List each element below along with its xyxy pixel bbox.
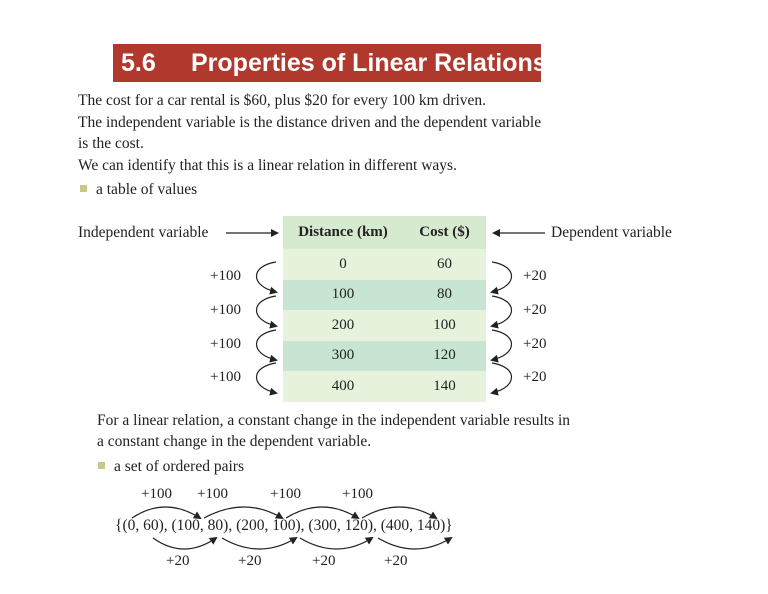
cell-distance: 0 — [339, 255, 347, 272]
pair-bottom-change: +20 — [166, 553, 190, 569]
explanation-line-1: For a linear relation, a constant change in the independent variable results in — [97, 412, 571, 429]
cell-cost: 80 — [437, 286, 452, 303]
right-change-label: +20 — [523, 268, 547, 284]
cell-cost: 120 — [433, 347, 456, 364]
cell-distance: 300 — [331, 347, 355, 364]
right-brace-arrows — [492, 262, 512, 393]
cell-distance: 400 — [331, 377, 355, 394]
pair-bottom-change: +20 — [312, 553, 336, 569]
cell-distance: 200 — [331, 316, 355, 333]
cell-cost: 140 — [433, 377, 456, 394]
left-change-label: +100 — [210, 336, 241, 352]
intro-line-1: The cost for a car rental is $60, plus $20 for every 100 km driven. — [78, 92, 487, 109]
right-change-label: +20 — [523, 302, 547, 318]
pair-bottom-arrows — [153, 538, 451, 549]
dependent-variable-label: Dependent variable — [551, 224, 672, 241]
intro-line-2: The independent variable is the distance driven and the dependent variable — [78, 114, 542, 131]
pair-top-change: +100 — [342, 486, 373, 502]
section-number: 5.6 — [121, 49, 156, 77]
left-change-label: +100 — [210, 268, 241, 284]
bullet-label: a set of ordered pairs — [114, 458, 244, 475]
cell-cost: 60 — [437, 255, 452, 272]
pair-top-change: +100 — [141, 486, 172, 502]
left-change-label: +100 — [210, 302, 241, 318]
header-distance: Distance (km) — [298, 224, 388, 240]
cell-distance: 100 — [331, 286, 355, 303]
intro-line-4: We can identify that this is a linear relation in different ways. — [78, 157, 457, 174]
right-change-label: +20 — [523, 369, 547, 385]
left-brace-arrows — [257, 262, 277, 393]
cell-cost: 100 — [433, 316, 456, 333]
ordered-pairs: {(0, 60), (100, 80), (200, 100), (300, 120), (400, 140)} — [115, 517, 453, 534]
pair-bottom-change: +20 — [384, 553, 408, 569]
section-title: Properties of Linear Relations — [191, 49, 547, 77]
header-cost: Cost ($) — [419, 224, 470, 240]
pair-top-change: +100 — [270, 486, 301, 502]
left-change-label: +100 — [210, 369, 241, 385]
intro-line-3: is the cost. — [78, 135, 144, 152]
explanation-line-2: a constant change in the dependent variable. — [97, 433, 372, 450]
pair-bottom-change: +20 — [238, 553, 262, 569]
bullet-label: a table of values — [96, 181, 198, 198]
bullet-ordered-pairs — [98, 458, 244, 476]
right-change-label: +20 — [523, 336, 547, 352]
bullet-marker — [98, 462, 105, 469]
pair-top-change: +100 — [197, 486, 228, 502]
independent-variable-label: Independent variable — [78, 224, 209, 241]
